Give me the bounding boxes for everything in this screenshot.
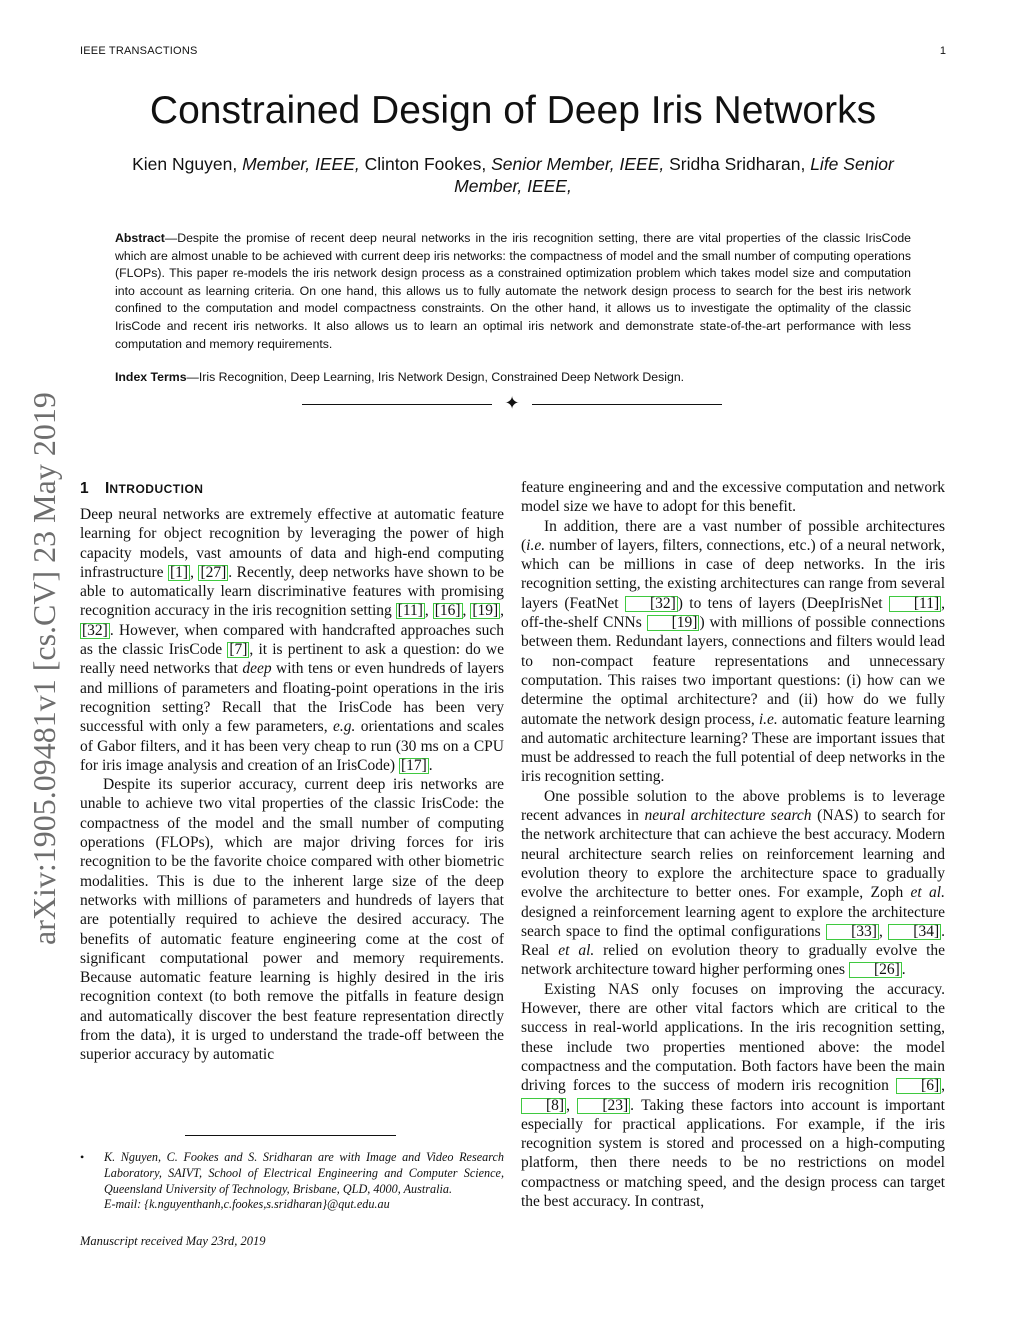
text-run: Deep neural networks are extremely effective at automatic feature learning for object recognition by leveraging the power of high capacity models, vast amounts of data and high-end computing infrastructure <box>80 506 504 581</box>
author-role: Member, IEEE, <box>454 176 572 196</box>
text-run: automatic feature learning and automatic architecture learning? These are important issues that must be addressed to reach the full potential of deep networks in the iris recognition setting. <box>521 710 945 786</box>
text-run: , <box>878 922 889 940</box>
citation-link[interactable]: [11] <box>889 596 941 612</box>
text-run: . Taking these factors into account is important especially for practical applications. For example, if the iris recognition system is stored and processed on a high-computing platform, then there needs to be no restrictions on model compactness or matching speed, and the design process can target the best accuracy. In contrast, <box>521 1096 945 1210</box>
paragraph <box>80 505 504 775</box>
index-terms-label: Index Terms <box>115 370 187 384</box>
bullet-icon: • <box>80 1150 85 1164</box>
citation-link[interactable]: [16] <box>434 602 461 620</box>
text-run: ) with millions of possible connections between them. Redundant layers, connections and filters would lead to non-compact feature representations and unnecessary computation. This raises two important questions: (i) how can we determine the optimal architecture? and (ii) how do we fully automate the network design process, <box>521 614 945 728</box>
left-column <box>80 480 504 1065</box>
text-run: (NAS) to search for the network architecture that can achieve the best accuracy. Modern neural architecture search relies on reinforcement learning and evolution theory to explore the architecture space to gradually evolve the architecture to better ones. For example, Zoph <box>521 807 946 902</box>
section-number: 1 <box>80 480 89 497</box>
citation-link[interactable]: [17] <box>400 756 427 774</box>
text-run: , <box>424 602 433 620</box>
citation-link[interactable]: [23] <box>577 1098 630 1114</box>
text-run: number of layers, filters, connections, etc.) of a neural network, which can be millions in case of deep networks. In the iris recognition setting, the existing architectures can range from several layers (FeatNet <box>521 536 945 612</box>
text-run: ) to tens of layers (DeepIrisNet <box>677 594 889 612</box>
text-run: relied on evolution theory to gradually evolve the network architecture toward higher performing ones <box>521 942 946 979</box>
section-title-initial: I <box>105 480 110 497</box>
paper-title: Constrained Design of Deep Iris Networks <box>149 89 877 132</box>
manuscript-received: Manuscript received May 23rd, 2019 <box>80 1234 266 1248</box>
text-run: with tens or even hundreds of layers and millions of parameters and floating-point operations in the iris recognition setting? Recall that the IrisCode has been very successful with only a few parameters, <box>80 660 504 736</box>
text-run: , <box>462 602 471 620</box>
paragraph: feature engineering and and the excessive computation and network model size we have to adopt for this benefit. <box>521 479 945 516</box>
text-run: , <box>190 563 199 581</box>
paragraph <box>521 517 945 787</box>
text-run: designed a reinforcement learning agent to explore the architecture search space to find the optimal configurations <box>521 903 945 940</box>
emphasis: neural architecture search <box>644 807 812 825</box>
text-run: . <box>901 961 906 979</box>
text-run: . Real <box>521 922 945 960</box>
emphasis: i.e. <box>758 710 778 728</box>
emphasis: e.g. <box>332 718 356 736</box>
running-header <box>80 45 946 61</box>
text-run: , off-the-shelf CNNs <box>521 594 945 632</box>
section-heading <box>80 480 504 498</box>
text-run: , <box>941 1077 945 1095</box>
journal-name: IEEE TRANSACTIONS <box>80 45 198 57</box>
text-run: One possible solution to the above problems is to leverage recent advances in <box>521 787 945 825</box>
paragraph <box>521 787 945 980</box>
text-run: orientations and scales of Gabor filters, and it has been very cheap to run (30 ms on a CPU for iris image analysis and creation of an IrisCode) <box>80 718 504 774</box>
text-run: In addition, there are a vast number of possible architectures ( <box>521 517 945 554</box>
emphasis: et al. <box>910 884 945 902</box>
footnote-rule <box>185 1135 396 1136</box>
author-email[interactable]: E-mail: {k.nguyenthanh,c.fookes,s.sridharan}@qut.edu.au <box>104 1197 390 1212</box>
emphasis: et al. <box>558 942 595 960</box>
text-run: . <box>428 756 433 774</box>
index-terms <box>115 369 911 386</box>
citation-link[interactable]: [6] <box>896 1078 941 1094</box>
citation-link[interactable]: [34] <box>888 924 941 940</box>
author-role: Senior Member, IEEE, <box>491 154 665 174</box>
citation-link[interactable]: [19] <box>472 602 499 620</box>
affiliation-text: K. Nguyen, C. Fookes and S. Sridharan are with Image and Video Research Laboratory, SAIVT, School of Electrical Engineering and Computer Science, Queensland University of Technology, Brisbane, QLD, 4000, Australia. <box>104 1150 504 1196</box>
index-terms-text: —Iris Recognition, Deep Learning, Iris Network Design, Constrained Deep Network Design. <box>186 370 685 384</box>
author-name: Kien Nguyen, <box>132 154 238 174</box>
citation-link[interactable]: [1] <box>169 563 189 581</box>
text-run: . Recently, deep networks have shown to be able to automatically learn discriminative features with promising recognition accuracy in the iris recognition setting <box>80 563 505 620</box>
right-column <box>521 478 945 1211</box>
arxiv-stamp: arXiv:1905.09481v1 [cs.CV] 23 May 2019 <box>26 392 62 945</box>
paragraph <box>521 980 945 1212</box>
citation-link[interactable]: [8] <box>521 1098 566 1114</box>
text-run: , <box>566 1096 578 1114</box>
author-role: Member, IEEE, <box>242 154 360 174</box>
citation-link[interactable]: [32] <box>625 596 678 612</box>
abstract-text: —Despite the promise of recent deep neural networks in the iris recognition setting, there are vital properties of the classic IrisCode which are almost unable to be achieved with current deep iris networks: the compactness of model and the small number of computing operations (FLOPs). This paper re-models the iris network design process as a constrained optimization problem which takes model size and computation into account as learning criteria. On one hand, this allows us to fully automate the network design process to search for the best iris network confined to the computation and model compactness constraints. On the other hand, it allows us to investigate the optimality of the classic IrisCode and recent iris networks. It also allows us to learn an optimal iris network and demonstrate state-of-the-art performance with less computation and memory requirements. <box>115 231 911 351</box>
author-name: Sridha Sridharan, <box>669 154 806 174</box>
paragraph: Despite its superior accuracy, current deep iris networks are unable to achieve two vital properties of the classic IrisCode: the compactness of the model and the small number of computing operations (FLOPs), which are major driving forces for iris recognition to be the favorite choice compared with other biometric modalities. This is due to the inherent large size of the deep networks with millions of parameters and hundreds of layers that are potentially required to achieve the desired accuracy. The benefits of automatic feature engineering come at the cost of significant computational power and memory requirements. Because automatic feature learning is highly desired in the iris recognition context (to both remove the pitfalls in feature design and automatically discover the best feature representation directly from the data), it is urged to understand the trade-off between the superior accuracy by automatic <box>80 776 504 1064</box>
text-run: Existing NAS only focuses on improving the accuracy. However, there are other vital factors which are critical to the success in real-world applications. In the iris recognition setting, these include two properties mentioned above: the model compactness and the computation. Both factors have been the main driving forces to the success of modern iris recognition <box>521 980 945 1095</box>
text-run: , it is pertinent to ask a question: do we really need networks that <box>80 641 505 678</box>
abstract-label: Abstract <box>115 231 165 245</box>
section-separator <box>302 395 722 415</box>
separator-line-right <box>532 404 722 405</box>
abstract <box>115 230 911 353</box>
citation-link[interactable]: [27] <box>200 563 227 581</box>
citation-link[interactable]: [32] <box>82 621 108 639</box>
citation-link[interactable]: [7] <box>229 641 248 659</box>
author-name: Clinton Fookes, <box>364 154 487 174</box>
citation-link[interactable]: [11] <box>397 602 423 620</box>
text-run: , <box>500 602 505 620</box>
author-role: Life Senior <box>810 154 894 174</box>
separator-star-icon: ✦ <box>504 393 520 413</box>
separator-line-left <box>302 404 492 405</box>
author-list <box>100 153 926 197</box>
author-affiliation-footnote <box>80 1150 504 1213</box>
section-title-rest: NTRODUCTION <box>109 482 204 496</box>
emphasis: deep <box>242 660 272 678</box>
page-number: 1 <box>939 45 946 57</box>
emphasis: i.e. <box>526 536 546 554</box>
citation-link[interactable]: [33] <box>826 924 879 940</box>
citation-link[interactable]: [19] <box>647 615 700 631</box>
citation-link[interactable]: [26] <box>849 962 902 978</box>
text-run: . However, when compared with handcrafted approaches such as the classic IrisCode <box>80 621 504 659</box>
